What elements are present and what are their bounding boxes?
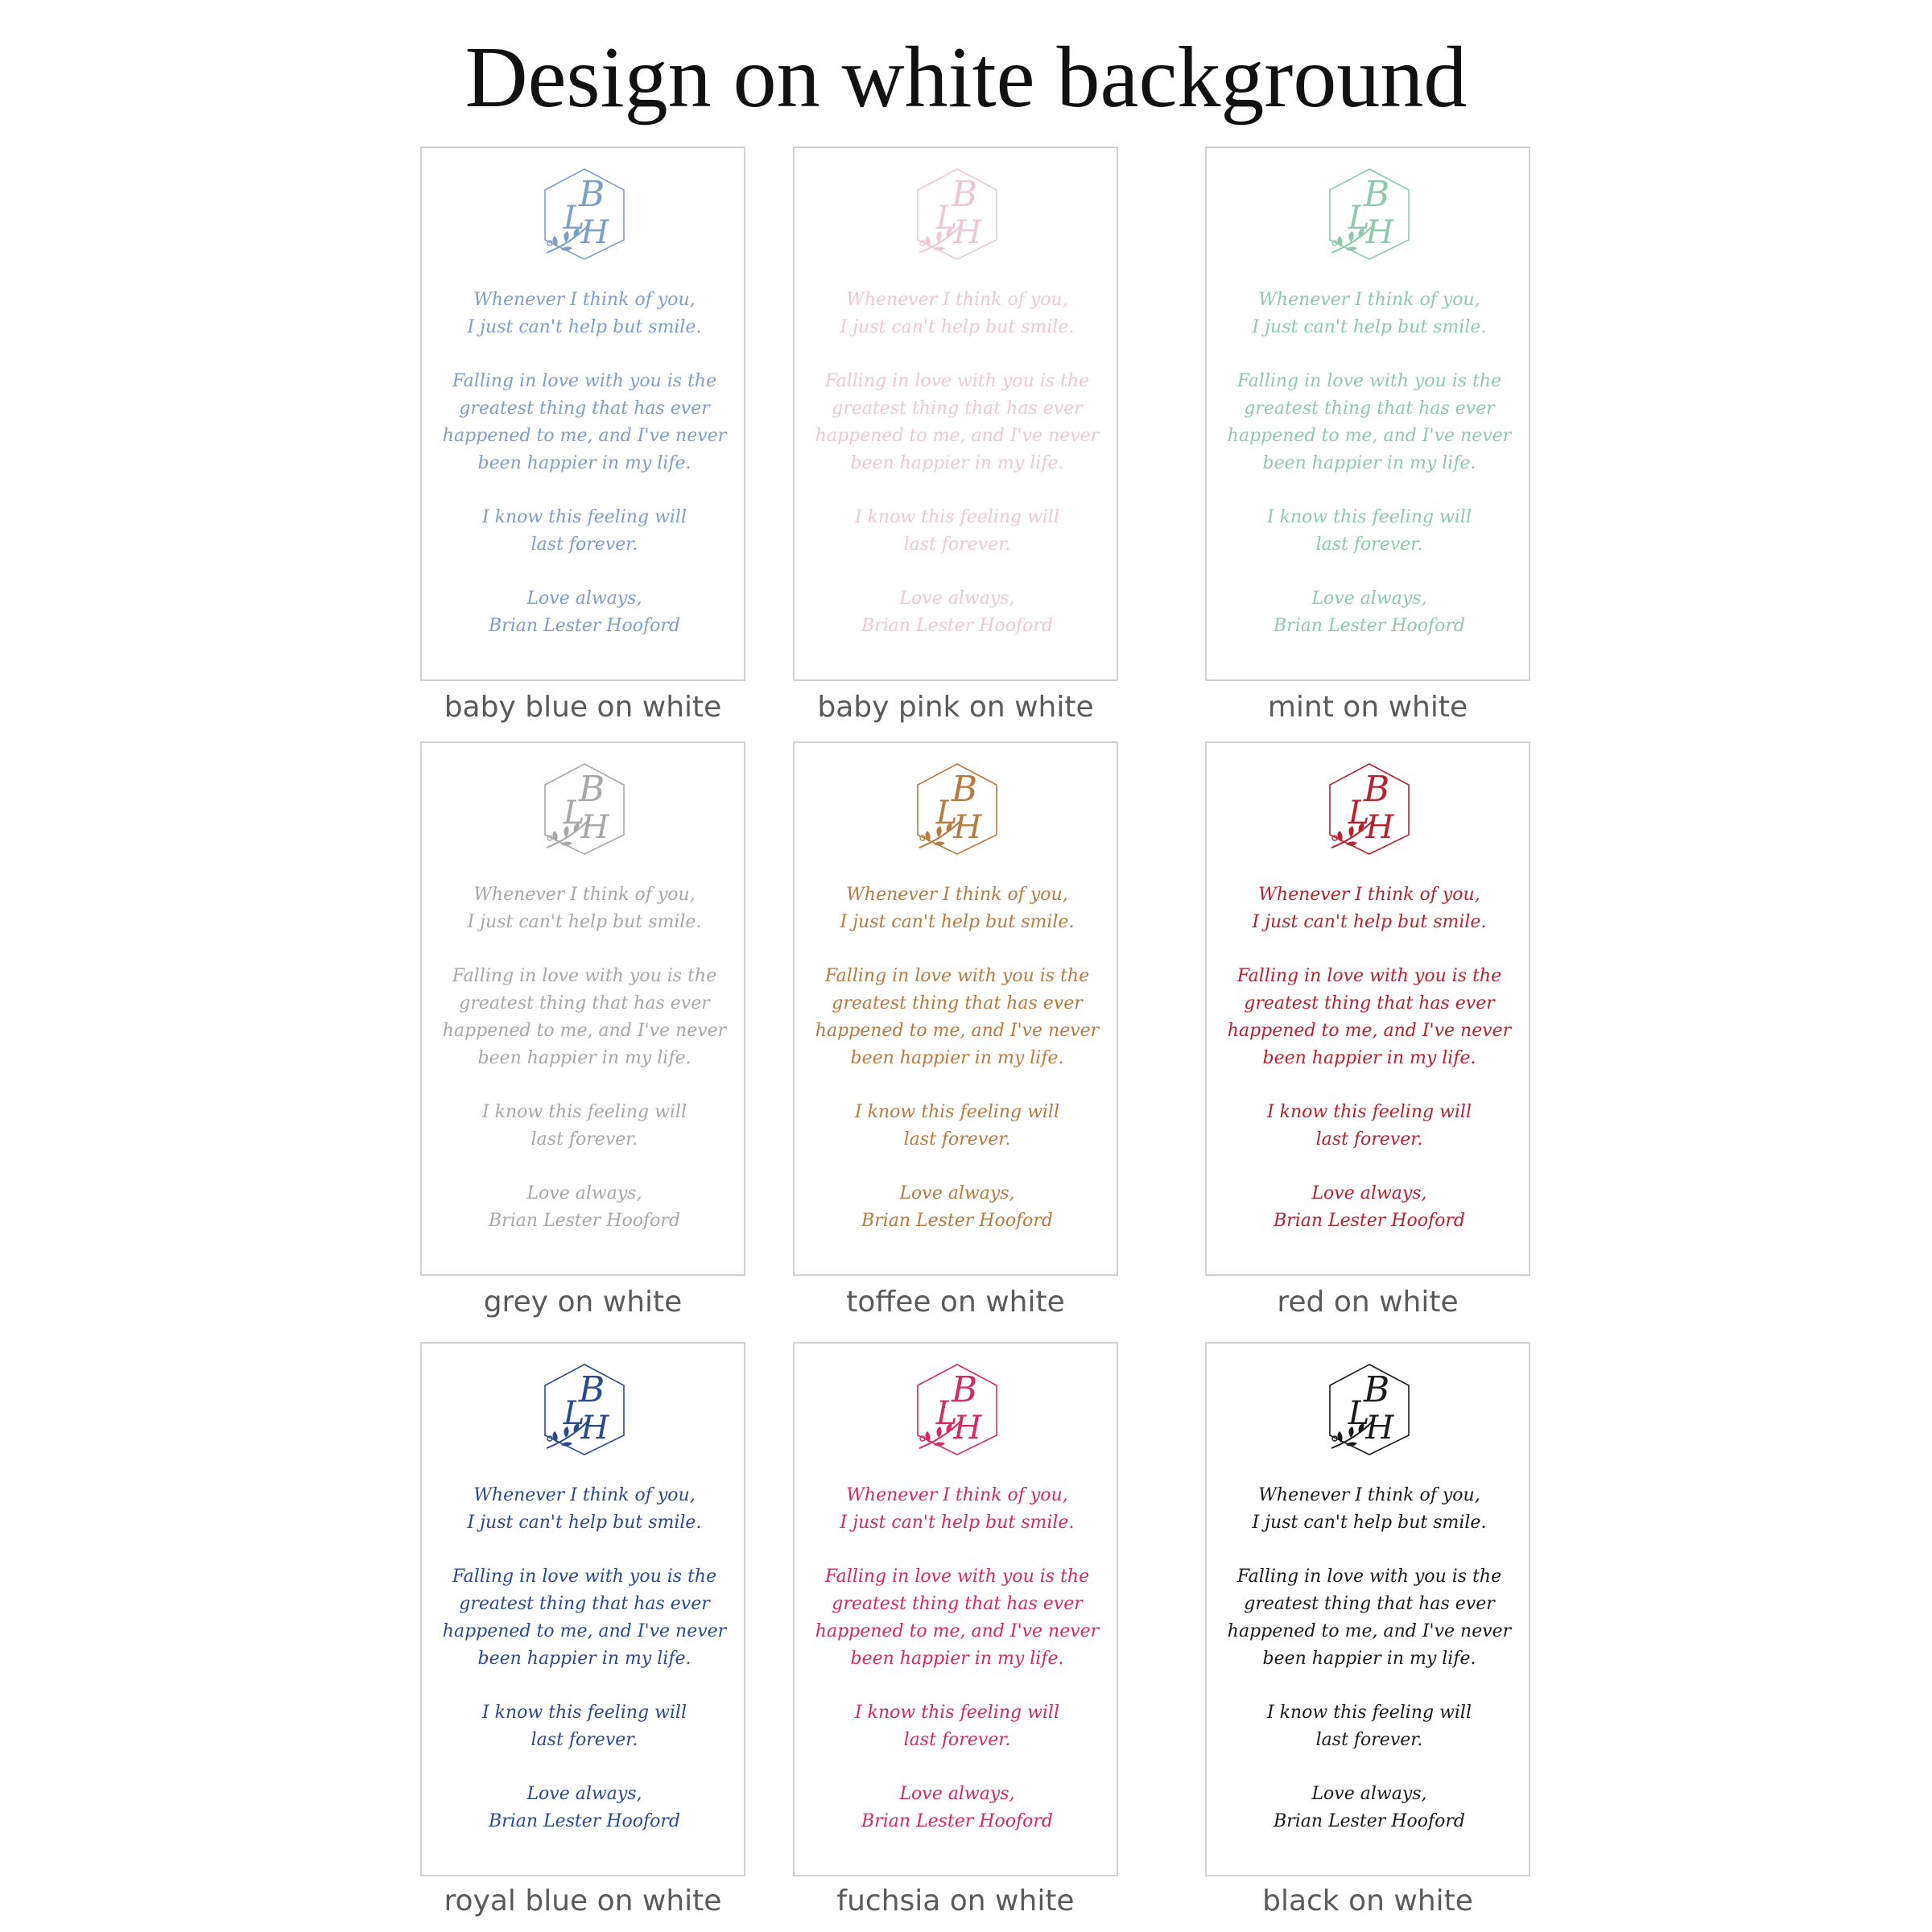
card-caption: mint on white — [1267, 691, 1468, 724]
card-caption: grey on white — [483, 1286, 683, 1319]
monogram-letter: B — [951, 1369, 978, 1410]
poem-line: I just can't help but smile. — [840, 1513, 1075, 1533]
poem-line: I just can't help but smile. — [840, 912, 1075, 932]
poem-stanza — [795, 504, 1120, 559]
poem-stanza — [795, 1563, 1120, 1673]
poem-line: I just can't help but smile. — [1252, 1513, 1487, 1533]
poem-line: I just can't help but smile. — [467, 1513, 702, 1533]
design-card[interactable] — [1205, 1342, 1530, 1876]
poem-line: Love always, — [526, 588, 642, 609]
poem-line: I just can't help but smile. — [840, 317, 1075, 337]
poem-text — [795, 1482, 1120, 1862]
monogram-letter: B — [578, 769, 605, 810]
monogram-crest-icon — [539, 761, 630, 857]
poem-stanza — [1207, 1699, 1532, 1754]
poem-line: been happier in my life. — [477, 1649, 691, 1669]
design-card[interactable] — [420, 741, 745, 1276]
poem-stanza — [1207, 1781, 1532, 1835]
poem-stanza — [422, 1099, 747, 1154]
design-card[interactable] — [1205, 741, 1530, 1276]
poem-line: I just can't help but smile. — [467, 317, 702, 337]
poem-line: I just can't help but smile. — [467, 912, 702, 932]
poem-line: Whenever I think of you, — [1258, 885, 1480, 905]
poem-line: been happier in my life. — [850, 1048, 1064, 1068]
poem-line: greatest thing that has ever — [459, 993, 710, 1013]
poem-line: Love always, — [1311, 588, 1427, 609]
poem-line: I know this feeling will — [481, 1102, 687, 1122]
poem-line: I know this feeling will — [481, 1703, 687, 1723]
poem-line: greatest thing that has ever — [459, 398, 710, 419]
monogram-letter: H — [953, 1410, 982, 1447]
poem-line: Brian Lester Hooford — [1274, 616, 1465, 636]
monogram-letter: L — [563, 200, 585, 237]
poem-line: I know this feeling will — [854, 507, 1060, 527]
design-card[interactable] — [793, 147, 1118, 681]
card-caption: royal blue on white — [444, 1885, 722, 1918]
poem-line: Brian Lester Hooford — [1274, 1211, 1465, 1231]
monogram-letter: H — [580, 809, 609, 846]
monogram-letter: B — [951, 769, 978, 810]
poem-stanza — [795, 1180, 1120, 1235]
poem-line: Whenever I think of you, — [1258, 1485, 1480, 1505]
poem-line: Love always, — [899, 1784, 1015, 1804]
card-caption: black on white — [1262, 1885, 1473, 1918]
poem-line: Falling in love with you is the — [452, 966, 717, 986]
poem-stanza — [422, 1482, 747, 1537]
poem-stanza — [422, 287, 747, 341]
poem-stanza — [422, 368, 747, 477]
monogram-crest-icon — [911, 166, 1003, 262]
poem-line: been happier in my life. — [477, 453, 691, 473]
poem-line: been happier in my life. — [1262, 1048, 1476, 1068]
poem-line: last forever. — [903, 1129, 1011, 1150]
poem-text — [422, 1482, 747, 1862]
poem-line: happened to me, and I've never — [1227, 1021, 1512, 1041]
poem-line: last forever. — [530, 535, 638, 555]
poem-stanza — [422, 1563, 747, 1673]
poem-line: last forever. — [530, 1129, 638, 1150]
monogram-letter: L — [1348, 795, 1370, 832]
poem-line: last forever. — [1315, 1129, 1423, 1150]
poem-line: Brian Lester Hooford — [489, 1211, 680, 1231]
poem-line: happened to me, and I've never — [442, 1021, 727, 1041]
monogram-crest-icon — [539, 1361, 630, 1458]
poem-stanza — [1207, 1563, 1532, 1673]
monogram-letter: H — [1365, 214, 1394, 251]
poem-stanza — [1207, 963, 1532, 1072]
monogram-letter: H — [953, 214, 982, 251]
monogram-letter: L — [935, 200, 958, 237]
poem-stanza — [422, 1699, 747, 1754]
poem-stanza — [422, 1180, 747, 1235]
poem-text — [1207, 1482, 1532, 1862]
monogram-crest-icon — [1323, 166, 1415, 262]
monogram-letter: H — [1365, 1410, 1394, 1447]
poem-line: I know this feeling will — [1266, 1102, 1472, 1122]
monogram-letter: H — [953, 809, 982, 846]
poem-line: Falling in love with you is the — [824, 966, 1090, 986]
monogram-crest-icon — [911, 761, 1003, 857]
poem-line: Whenever I think of you, — [846, 885, 1068, 905]
poem-line: Whenever I think of you, — [473, 885, 696, 905]
poem-stanza — [422, 1781, 747, 1835]
monogram-crest-icon — [1323, 1361, 1415, 1458]
poem-stanza — [795, 1099, 1120, 1154]
poem-line: Love always, — [526, 1784, 642, 1804]
monogram-letter: B — [578, 1369, 605, 1410]
poem-stanza — [1207, 504, 1532, 559]
poem-stanza — [422, 585, 747, 640]
poem-line: Brian Lester Hooford — [861, 1211, 1053, 1231]
poem-line: happened to me, and I've never — [815, 426, 1100, 446]
poem-line: Falling in love with you is the — [1236, 1567, 1502, 1587]
poem-stanza — [795, 1781, 1120, 1835]
monogram-letter: L — [563, 1395, 585, 1432]
poem-stanza — [795, 368, 1120, 477]
monogram-letter: L — [1348, 200, 1370, 237]
poem-stanza — [1207, 1099, 1532, 1154]
poem-line: greatest thing that has ever — [459, 1594, 710, 1614]
poem-text — [795, 881, 1120, 1261]
monogram-letter: B — [1363, 769, 1390, 810]
poem-stanza — [795, 287, 1120, 341]
card-caption: baby pink on white — [817, 691, 1094, 724]
poem-text — [795, 287, 1120, 667]
poem-line: Love always, — [526, 1183, 642, 1203]
poem-line: I know this feeling will — [854, 1703, 1060, 1723]
poem-stanza — [1207, 1482, 1532, 1537]
monogram-letter: B — [951, 174, 978, 215]
poem-line: Falling in love with you is the — [452, 371, 717, 391]
monogram-letter: L — [935, 1395, 958, 1432]
design-card[interactable] — [420, 147, 745, 681]
poem-text — [1207, 881, 1532, 1261]
card-caption: toffee on white — [846, 1286, 1065, 1319]
monogram-letter: L — [1348, 1395, 1370, 1432]
poem-line: Love always, — [1311, 1183, 1427, 1203]
poem-line: Brian Lester Hooford — [861, 616, 1053, 636]
poem-stanza — [1207, 881, 1532, 936]
monogram-crest-icon — [539, 166, 630, 262]
poem-stanza — [1207, 585, 1532, 640]
monogram-letter: B — [1363, 174, 1390, 215]
poem-line: last forever. — [530, 1730, 638, 1750]
poem-line: greatest thing that has ever — [832, 398, 1083, 419]
poem-line: happened to me, and I've never — [815, 1621, 1100, 1641]
poem-stanza — [422, 504, 747, 559]
poem-line: Whenever I think of you, — [473, 1485, 696, 1505]
design-card[interactable] — [1205, 147, 1530, 681]
card-caption: red on white — [1277, 1286, 1459, 1319]
monogram-letter: H — [580, 1410, 609, 1447]
card-caption: fuchsia on white — [836, 1885, 1075, 1918]
poem-line: happened to me, and I've never — [442, 426, 727, 446]
poem-line: been happier in my life. — [1262, 1649, 1476, 1669]
page-title: Design on white background — [464, 30, 1468, 126]
poem-line: I just can't help but smile. — [1252, 317, 1487, 337]
monogram-letter: L — [935, 795, 958, 832]
poem-line: Falling in love with you is the — [1236, 966, 1502, 986]
poem-line: Brian Lester Hooford — [489, 616, 680, 636]
monogram-letter: L — [563, 795, 585, 832]
poem-line: happened to me, and I've never — [815, 1021, 1100, 1041]
poem-line: last forever. — [903, 1730, 1011, 1750]
poem-line: Falling in love with you is the — [1236, 371, 1502, 391]
poem-line: I know this feeling will — [1266, 1703, 1472, 1723]
monogram-letter: B — [578, 174, 605, 215]
monogram-letter: H — [580, 214, 609, 251]
poem-line: I know this feeling will — [854, 1102, 1060, 1122]
poem-line: happened to me, and I've never — [1227, 1621, 1512, 1641]
poem-line: Whenever I think of you, — [1258, 290, 1480, 310]
design-card[interactable] — [420, 1342, 745, 1876]
poem-line: Whenever I think of you, — [473, 290, 696, 310]
poem-line: I know this feeling will — [481, 507, 687, 527]
design-card[interactable] — [793, 741, 1118, 1276]
poem-line: greatest thing that has ever — [1244, 1594, 1495, 1614]
poem-line: Whenever I think of you, — [846, 290, 1068, 310]
monogram-crest-icon — [911, 1361, 1003, 1458]
poem-stanza — [1207, 1180, 1532, 1235]
poem-stanza — [422, 963, 747, 1072]
poem-line: been happier in my life. — [850, 453, 1064, 473]
poem-line: last forever. — [1315, 1730, 1423, 1750]
card-caption: baby blue on white — [444, 691, 722, 724]
poem-line: been happier in my life. — [1262, 453, 1476, 473]
poem-line: happened to me, and I've never — [442, 1621, 727, 1641]
poem-line: happened to me, and I've never — [1227, 426, 1512, 446]
poem-text — [1207, 287, 1532, 667]
poem-line: Love always, — [899, 588, 1015, 609]
poem-stanza — [795, 881, 1120, 936]
poem-stanza — [795, 585, 1120, 640]
monogram-crest-icon — [1323, 761, 1415, 857]
poem-line: greatest thing that has ever — [832, 1594, 1083, 1614]
poem-text — [422, 287, 747, 667]
poem-stanza — [795, 963, 1120, 1072]
poem-line: Whenever I think of you, — [846, 1485, 1068, 1505]
poem-line: greatest thing that has ever — [832, 993, 1083, 1013]
design-card[interactable] — [793, 1342, 1118, 1876]
poem-line: greatest thing that has ever — [1244, 398, 1495, 419]
poem-line: Brian Lester Hooford — [861, 1811, 1053, 1831]
poem-stanza — [422, 881, 747, 936]
poem-line: Brian Lester Hooford — [1274, 1811, 1465, 1831]
poem-line: greatest thing that has ever — [1244, 993, 1495, 1013]
poem-line: Falling in love with you is the — [824, 371, 1090, 391]
poem-stanza — [1207, 368, 1532, 477]
poem-line: last forever. — [903, 535, 1011, 555]
poem-line: I know this feeling will — [1266, 507, 1472, 527]
poem-line: Love always, — [1311, 1784, 1427, 1804]
poem-line: last forever. — [1315, 535, 1423, 555]
poem-line: been happier in my life. — [850, 1649, 1064, 1669]
poem-line: I just can't help but smile. — [1252, 912, 1487, 932]
poem-line: Falling in love with you is the — [452, 1567, 717, 1587]
monogram-letter: B — [1363, 1369, 1390, 1410]
poem-line: Falling in love with you is the — [824, 1567, 1090, 1587]
poem-text — [422, 881, 747, 1261]
poem-line: been happier in my life. — [477, 1048, 691, 1068]
poem-stanza — [795, 1482, 1120, 1537]
poem-line: Love always, — [899, 1183, 1015, 1203]
poem-stanza — [795, 1699, 1120, 1754]
poem-line: Brian Lester Hooford — [489, 1811, 680, 1831]
monogram-letter: H — [1365, 809, 1394, 846]
poem-stanza — [1207, 287, 1532, 341]
